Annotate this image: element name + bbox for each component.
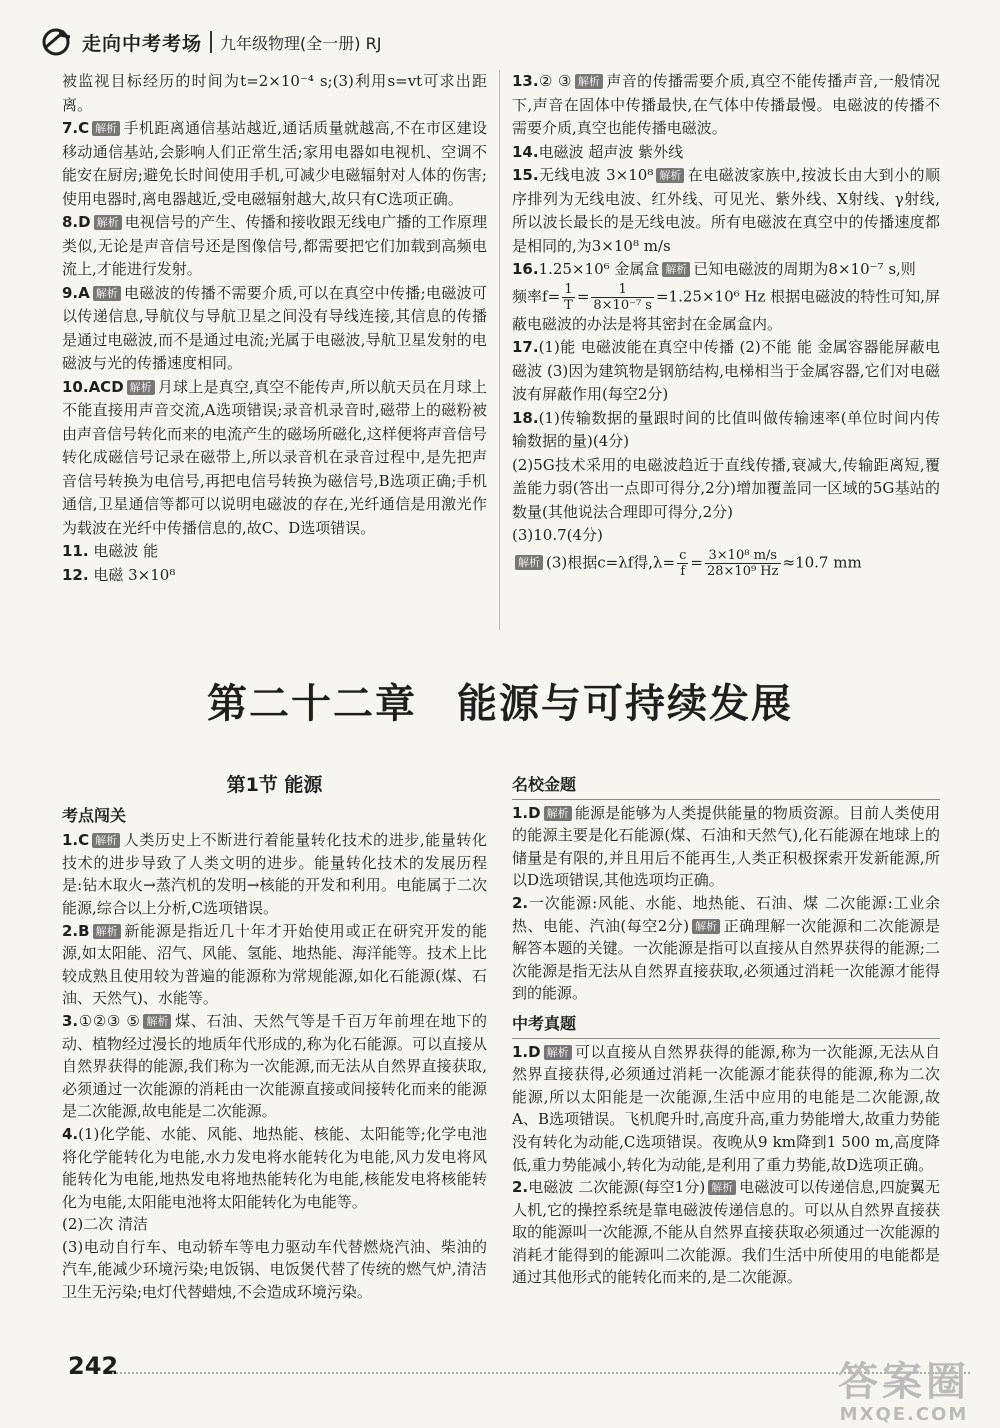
answer-4	[62, 1123, 487, 1213]
page-number: 242	[68, 1352, 119, 1380]
answer-explanation: 电磁波可以传递信息,四旋翼无人机,它的操控系统是靠电磁波传递信息的。可以从自然界直接获取的能源叫一次能源,不能从自然界直接获取必须通过一次能源的消耗才能得到的能源叫二次能源。我们生活中所使用的电能都是通过其他形式的能转化而来的,是二次能源。	[512, 1178, 940, 1287]
jiexi-badge: 解析	[94, 215, 122, 230]
answer-number: 11.	[62, 542, 89, 560]
answer-18-part2: (2)5G技术采用的电磁波趋近于直线传播,衰减大,传输距离短,覆盖能力弱(答出一点即可得分,2分)增加覆盖同一区域的5G基站的数量(其他说法合理即可得分,2分)	[512, 455, 940, 521]
jiexi-badge: 解析	[662, 262, 690, 277]
jiexi-badge: 解析	[92, 121, 120, 136]
fraction	[705, 548, 781, 579]
jiexi-badge: 解析	[692, 919, 720, 934]
answer-11	[62, 540, 487, 564]
fraction	[562, 282, 575, 313]
answer-explanation: 已知电磁波的周期为8×10⁻⁷ s,则	[693, 260, 916, 278]
answer-explanation: 正确理解一次能源和二次能源是解答本题的关键。一次能源是指可以直接从自然界获得的能源;二次能源是指无法从自然界直接获取,必须通过消耗一次能源才能得到的能源。	[512, 916, 940, 1003]
jiexi-badge: 解析	[127, 380, 155, 395]
answer-7	[62, 117, 487, 211]
jiexi-badge: 解析	[575, 74, 603, 89]
answer-explanation: 能源是能够为人类提供能量的物质资源。目前人类使用的能源主要是化石能源(煤、石油和天然气),化石能源在地球上的储量是有限的,并且用后不能再生,人类正积极探索开发新能源,所以D选项错误,其他选项均正确。	[512, 803, 940, 890]
answer-4-part2: (2)二次 清洁	[62, 1215, 149, 1234]
book-subtitle: 九年级物理(全一册) RJ	[220, 33, 382, 53]
answer-explanation: 煤、石油、天然气等是千百万年前埋在地下的动、植物经过漫长的地质年代形成的,称为化石能源。可以直接从自然界获得的能源,我们称为一次能源,而无法从自然界直接获取,必须通过一次能源的消耗由一次能源直接或间接转化而来的能源是二次能源,故电能是二次能源。	[62, 1011, 487, 1121]
answer-number: 15.	[512, 166, 539, 184]
formula-lead: (3)根据c=λf得,λ=	[546, 553, 676, 571]
answer-9	[62, 282, 487, 376]
formula-tail: ≈10.7 mm	[782, 553, 862, 571]
jiexi-badge: 解析	[544, 1045, 572, 1060]
answer-choice: 无线电波 3×10⁸	[538, 166, 654, 184]
answer-explanation: 电磁波的传播不需要介质,可以在真空中传播;电磁波可以传递信息,导航仪与导航卫星之间没有导线连接,其信息的传播是通过电磁波,而不是通过电流;光属于电磁波,导航卫星发射的电磁波与光的传播速度相同。	[62, 283, 487, 372]
answer-number: 13.	[512, 72, 539, 90]
answer-number: 4.	[62, 1124, 79, 1143]
answer-explanation: 手机距离通信基站越近,通话质量就越高,不在市区建设移动通信基站,会影响人们正常生活;家用电器如电视机、空调不能安在厨房;避免长时间使用手机,可减少电磁辐射对人体的伤害;使用电器时,离电器越近,受电磁辐射越大,故只有C选项正确。	[62, 119, 487, 208]
continued-text: 被监视目标经历的时间为t=2×10⁻⁴ s;(3)利用s=vt可求出距离。	[62, 72, 487, 114]
answer-18-part3: (3)10.7(4分)	[512, 526, 603, 544]
answer-text: (1)传输数据的量跟时间的比值叫做传输速率(单位时间内传输数据的量)(4分)	[512, 408, 940, 450]
lower-right-column	[512, 770, 940, 1289]
numerator: 1	[591, 282, 654, 298]
denominator: T	[564, 297, 573, 313]
answer-number: 10.ACD	[62, 377, 124, 396]
answer-explanation: 电视信号的产生、传播和接收跟无线电广播的工作原理类似,无论是声音信号还是图像信号,都需要把它们加载到高频电流上,才能进行发射。	[62, 213, 487, 278]
jiexi-badge: 解析	[515, 555, 543, 570]
answer-10	[62, 376, 487, 541]
answer-14	[512, 141, 940, 165]
answer-number: 8.D	[62, 213, 91, 231]
chapter-title: 第二十二章 能源与可持续发展	[207, 681, 793, 727]
answer-choice: 电磁波 二次能源(每空1分)	[528, 1178, 706, 1197]
answer-18	[512, 407, 940, 454]
answer-text: 电磁波 能	[93, 542, 159, 560]
book-title: 走向中考考场	[82, 32, 203, 55]
section-heading: 考点闯关	[62, 805, 127, 825]
watermark-url: MXQE.COM	[839, 1404, 969, 1425]
answer-choice: ② ③	[538, 72, 572, 90]
answer-2	[512, 892, 940, 1005]
jiexi-badge: 解析	[656, 168, 684, 183]
column-divider	[499, 70, 500, 630]
answer-2	[62, 920, 487, 1010]
upper-right-column	[512, 70, 940, 579]
answer-number: 16.	[512, 260, 539, 278]
numerator: c	[679, 547, 687, 563]
answer-3	[62, 1010, 487, 1123]
answer-number: 2.	[512, 1178, 529, 1197]
answer-17	[512, 336, 940, 407]
answer-number: 7.C	[62, 119, 90, 137]
answer-number: 1.D	[512, 803, 541, 822]
answer-explanation: 人类历史上不断进行着能量转化技术的进步,能量转化技术的进步导致了人类文明的进步。能量转化技术的发展历程是:钻木取火→蒸汽机的发明→核能的开发和利用。电能属于二次能源,综合以上分析,C选项错误。	[62, 831, 487, 917]
fraction	[591, 282, 654, 313]
answer-text: 电磁 3×10⁸	[93, 565, 176, 584]
section-title: 第1节 能源	[226, 774, 323, 796]
lower-left-column	[62, 774, 487, 1304]
numerator: 1	[562, 282, 575, 298]
answer-1	[512, 1041, 940, 1177]
answer-number: 9.A	[62, 283, 90, 302]
watermark	[838, 1360, 970, 1425]
wavelength-formula	[512, 548, 940, 579]
denominator: 8×10⁻⁷ s	[593, 297, 652, 313]
answer-explanation: 可以直接从自然界获得的能源,称为一次能源,无法从自然界直接获得,必须通过消耗一次能源才能获得的能源,称为二次能源,所以太阳能是一次能源,生活中应用的电能是二次能源,故A、B选项错误。飞机爬升时,高度升高,重力势能增大,故重力势能没有转化为动能,C选项错误。夜晚从9 km降到1 500 m,高度降低,重力势能减小,转化为动能,是利用了重力势能,故D选项正确。	[512, 1042, 940, 1174]
frequency-formula	[512, 282, 940, 337]
answer-2	[512, 1176, 940, 1289]
answer-explanation: 声音的传播需要介质,真空不能传播声音,一般情况下,声音在固体中传播最快,在气体中传播最慢。电磁波的传播不需要介质,真空也能传播电磁波。	[512, 72, 940, 137]
answer-number: 17.	[512, 338, 539, 356]
answer-4-part3: (3)电动自行车、电动轿车等电力驱动车代替燃烧汽油、柴油的汽车,能减少环境污染;电饭锅、电饭煲代替了传统的燃气炉,清洁卫生无污染;电灯代替蜡烛,不会造成环境污染。	[62, 1237, 487, 1302]
answer-8	[62, 211, 487, 282]
answer-number: 3.	[62, 1011, 79, 1030]
answer-explanation: 新能源是指近几十年才开始使用或正在研究开发的能源,如太阳能、沼气、风能、氢能、地热能、海洋能等。技术上比较成熟且使用较为普遍的能源称为常规能源,如化石能源(煤、石油、天然气)、水能等。	[62, 921, 487, 1008]
answer-16	[512, 258, 940, 282]
section-heading: 名校金题	[512, 775, 577, 794]
answer-text: (1)化学能、水能、风能、地热能、核能、太阳能等;化学电池将化学能转化为电能,水力发电将水能转化为电能,风力发电将风能转化为电能,地热发电将地热能转化为电能,核能发电将核能转化为电能,太阳能电池将太阳能转化为电能等。	[62, 1124, 487, 1211]
answer-choice: 一次能源:风能、水能、地热能、石油、煤 二次能源:工业余热、电能、汽油(每空2分)	[512, 893, 940, 935]
answer-number: 1.D	[512, 1042, 541, 1061]
equals: =	[576, 287, 590, 305]
answer-1	[512, 802, 940, 892]
numerator: 3×10⁸ m/s	[705, 548, 781, 564]
answer-text: 电磁波 超声波 紫外线	[538, 142, 684, 161]
answer-1	[62, 829, 487, 919]
jiexi-badge: 解析	[92, 833, 120, 848]
runner-logo-icon	[40, 27, 76, 57]
answer-13	[512, 70, 940, 141]
jiexi-badge: 解析	[93, 286, 121, 301]
jiexi-badge: 解析	[93, 924, 121, 939]
denominator: f	[680, 563, 686, 579]
watermark-logo-text: 答案圈	[838, 1359, 970, 1405]
answer-number: 18.	[512, 408, 539, 427]
jiexi-badge: 解析	[544, 806, 572, 821]
formula-tail: =1.25×10⁶ Hz 根据电磁波的特性可知,屏蔽电磁波的办法是将其密封在金属盒内。	[512, 287, 940, 333]
answer-choice: 1.25×10⁶ 金属盒	[538, 260, 660, 278]
section-heading: 中考真题	[512, 1013, 577, 1033]
jiexi-badge: 解析	[143, 1014, 171, 1029]
page-header	[40, 22, 381, 62]
answer-explanation: 在电磁波家族中,按波长由大到小的顺序排列为无线电波、红外线、可见光、紫外线、X射线、γ射线,所以波长最长的是无线电波。所有电磁波在真空中的传播速度都是相同的,为3×10⁸ m/s	[512, 166, 940, 255]
answer-number: 12.	[62, 565, 89, 584]
answer-15	[512, 164, 940, 258]
answer-number: 14.	[512, 142, 539, 161]
answer-12	[62, 564, 487, 588]
denominator: 28×10⁹ Hz	[706, 563, 779, 579]
answer-text: (1)能 电磁波能在真空中传播 (2)不能 能 金属容器能屏蔽电磁波 (3)因为建筑物是钢筋结构,电梯相当于金属容器,它们对电磁波有屏蔽作用(每空2分)	[512, 338, 940, 403]
answer-number: 2.	[512, 893, 529, 912]
answer-choice: ①②③ ⑤	[78, 1011, 141, 1030]
header-divider	[210, 31, 212, 53]
fraction	[677, 548, 688, 579]
jiexi-badge: 解析	[708, 1180, 736, 1195]
answer-explanation: 月球上是真空,真空不能传声,所以航天员在月球上不能直接用声音交流,A选项错误;录音机录音时,磁带上的磁粉被由声音信号转化而来的电流产生的磁场所磁化,这样便将声音信号转化成磁信号记录在磁带上,所以录音机在录音过程中,是先把声音信号转换为电信号,再把电信号转换为磁信号,B选项正确;手机通信,卫星通信等都可以说明电磁波的存在,光纤通信是用激光作为载波在光纤中传播信息的,故C、D选项错误。	[62, 377, 487, 537]
equals: =	[690, 553, 703, 571]
formula-lead: 频率f=	[512, 287, 561, 305]
answer-number: 1.C	[62, 831, 90, 850]
upper-left-column	[62, 70, 487, 587]
answer-number: 2.B	[62, 921, 90, 940]
